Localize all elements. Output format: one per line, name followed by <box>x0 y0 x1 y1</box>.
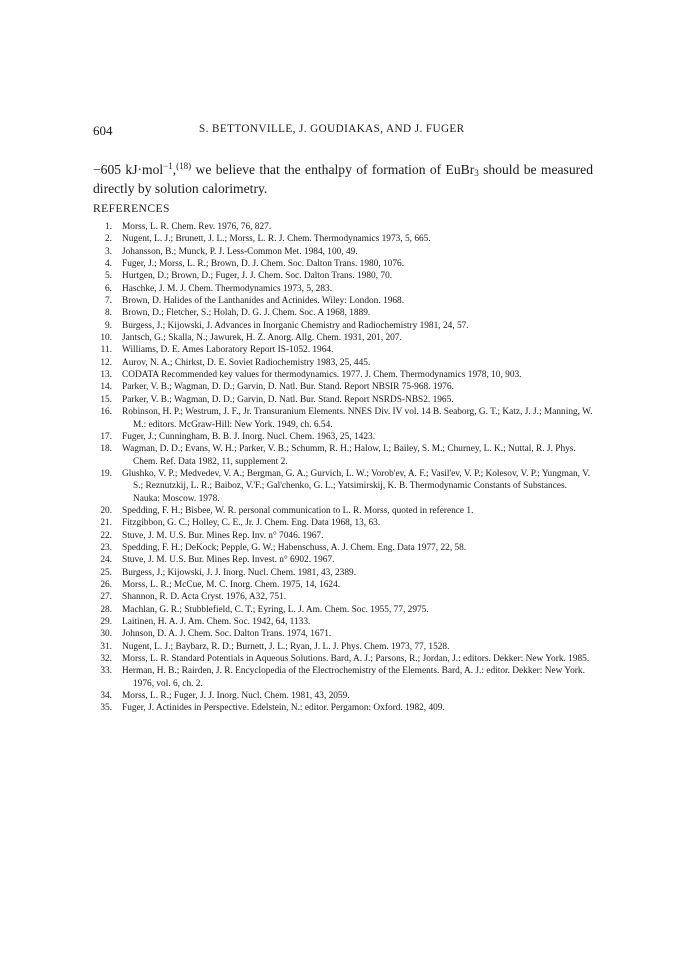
reference-text: Nugent, L. J.; Baybarz, R. D.; Burnett, J. L.; Ryan, J. L. J. Phys. Chem. 1973, 77, 1528. <box>122 641 450 652</box>
reference-number: 25. <box>100 567 112 578</box>
intro-superscript-unit: −1 <box>163 160 173 171</box>
reference-item <box>93 233 593 245</box>
reference-number: 20. <box>100 505 112 516</box>
intro-citation: (18) <box>176 160 192 171</box>
reference-item <box>93 357 593 369</box>
reference-item <box>93 406 593 431</box>
reference-item <box>93 332 593 344</box>
reference-item <box>93 604 593 616</box>
reference-number: 27. <box>100 592 112 603</box>
reference-text: Stuve, J. M. U.S. Bur. Mines Rep. Inv. n° 7046. 1967. <box>122 530 324 541</box>
reference-item <box>93 628 593 640</box>
reference-item <box>93 542 593 554</box>
intro-text-part3: we believe that the enthalpy of formation of EuBr <box>191 161 475 177</box>
reference-text: Parker, V. B.; Wagman, D. D.; Garvin, D. Natl. Bur. Stand. Report NBSIR 75-968. 1976. <box>122 382 454 393</box>
reference-text: Burgess, J.; Kijowski, J. J. Inorg. Nucl. Chem. 1981, 43, 2389. <box>122 567 357 578</box>
reference-number: 8. <box>104 308 112 319</box>
reference-text: Spedding, F. H.; DeKock; Pepple, G. W.; Habenschuss, A. J. Chem. Eng. Data 1977, 22, 58. <box>122 542 467 553</box>
reference-text: Shannon, R. D. Acta Cryst. 1976, A32, 751. <box>122 592 287 603</box>
reference-number: 21. <box>100 518 112 529</box>
reference-text: Stuve, J. M. U.S. Bur. Mines Rep. Invest. n° 6902. 1967. <box>122 555 335 566</box>
reference-number: 12. <box>100 357 112 368</box>
reference-number: 23. <box>100 542 112 553</box>
reference-number: 1. <box>104 222 112 232</box>
reference-number: 28. <box>100 604 112 615</box>
reference-item <box>93 369 593 381</box>
reference-number: 35. <box>100 703 112 714</box>
reference-text: Laitinen, H. A. J. Am. Chem. Soc. 1942, 64, 1133. <box>122 617 311 627</box>
reference-number: 18. <box>100 444 112 455</box>
reference-text: Parker, V. B.; Wagman, D. D.; Garvin, D. Natl. Bur. Stand. Report NSRDS-NBS2. 1965. <box>122 394 454 405</box>
reference-text: Morss, L. R. Standard Potentials in Aqueous Solutions. Bard, A. J.; Parsons, R.; Jordan, J.: editors. Dekker: New York. 1985. <box>122 654 590 665</box>
reference-text: Aurov, N. A.; Chirkst, D. E. Soviet Radiochemistry 1983, 25, 445. <box>122 357 371 368</box>
reference-item <box>93 690 593 702</box>
reference-item <box>93 320 593 332</box>
intro-paragraph <box>93 160 593 198</box>
intro-text-part1: −605 kJ·mol <box>93 161 164 177</box>
reference-text: Nugent, L. J.; Brunett, J. L.; Morss, L. R. J. Chem. Thermodynamics 1973, 5, 665. <box>122 234 431 245</box>
reference-text: Wagman, D. D.; Evans, W. H.; Parker, V. B.; Schumm, R. H.; Halow, I.; Bailey, S. M.; Churney, L. K.; Nuttal, R. J. Phys. Chem. Ref. Data 1982, 11, supplement 2. <box>122 444 576 467</box>
reference-number: 16. <box>100 407 112 418</box>
reference-item <box>93 641 593 653</box>
reference-number: 30. <box>100 629 112 640</box>
intro-subscript: 3 <box>474 167 479 178</box>
reference-number: 4. <box>104 259 112 270</box>
page-number: 604 <box>93 123 113 138</box>
reference-item <box>93 616 593 628</box>
reference-item <box>93 579 593 591</box>
reference-text: Haschke, J. M. J. Chem. Thermodynamics 1973, 5, 283. <box>122 283 333 294</box>
reference-item <box>93 702 593 714</box>
reference-item <box>93 295 593 307</box>
reference-text: Williams, D. E. Ames Laboratory Report IS-1052. 1964. <box>122 345 334 356</box>
reference-number: 33. <box>100 666 112 677</box>
reference-text: Morss, L. R. Chem. Rev. 1976, 76, 827. <box>122 222 272 232</box>
reference-number: 31. <box>100 641 112 652</box>
reference-number: 11. <box>100 345 112 356</box>
reference-item <box>93 665 593 690</box>
reference-number: 22. <box>100 530 112 541</box>
reference-text: Fitzgibbon, G. C.; Holley, C. E., Jr. J. Chem. Eng. Data 1968, 13, 63. <box>122 518 381 529</box>
reference-item <box>93 394 593 406</box>
reference-item <box>93 653 593 665</box>
reference-text: Morss, L. R.; Fuger, J. J. Inorg. Nucl. Chem. 1981, 43, 2059. <box>122 691 350 702</box>
reference-text: Morss, L. R.; McCue, M. C. Inorg. Chem. 1975, 14, 1624. <box>122 579 341 590</box>
reference-text: Spedding, F. H.; Bisbee, W. R. personal communication to L. R. Morss, quoted in reference 1. <box>122 505 474 516</box>
reference-number: 26. <box>100 579 112 590</box>
reference-list <box>93 221 593 715</box>
reference-number: 9. <box>104 320 112 331</box>
reference-item <box>93 246 593 258</box>
reference-item <box>93 381 593 393</box>
reference-text: Jantsch, G.; Skalla, N.; Jawurek, H. Z. Anorg. Allg. Chem. 1931, 201, 207. <box>122 333 402 344</box>
reference-text: Fuger, J.; Cunningham, B. B. J. Inorg. Nucl. Chem. 1963, 25, 1423. <box>122 431 376 442</box>
reference-item <box>93 431 593 443</box>
reference-item <box>93 517 593 529</box>
reference-number: 6. <box>104 283 112 294</box>
reference-text: Brown, D. Halides of the Lanthanides and Actinides. Wiley: London. 1968. <box>122 296 405 307</box>
reference-item <box>93 344 593 356</box>
reference-item <box>93 258 593 270</box>
intro-text-part2: , <box>172 161 177 177</box>
reference-text: CODATA Recommended key values for thermodynamics. 1977. J. Chem. Thermodynamics 1978, 10, 903. <box>122 370 522 381</box>
reference-number: 15. <box>100 394 112 405</box>
reference-item <box>93 468 593 505</box>
reference-text: Fuger, J. Actinides in Perspective. Edelstein, N.: editor. Pergamon: Oxford. 1982, 409. <box>122 703 445 714</box>
reference-text: Herman, H. B.; Rairden, J. R. Encyclopedia of the Electrochemistry of the Elements. Bard, A. J.: editor. Dekker: New York. 1976, vol. 6, ch. 2. <box>122 666 585 689</box>
reference-item <box>93 307 593 319</box>
reference-text: Johansson, B.; Munck, P. J. Less-Common Met. 1984, 100, 49. <box>122 246 358 257</box>
reference-number: 29. <box>100 617 112 627</box>
reference-number: 3. <box>104 246 112 257</box>
reference-text: Machlan, G. R.; Stubblefield, C. T.; Eyring, L. J. Am. Chem. Soc. 1955, 77, 2975. <box>122 604 429 615</box>
reference-item <box>93 530 593 542</box>
running-head: S. BETTONVILLE, J. GOUDIAKAS, AND J. FUGER <box>199 123 465 135</box>
reference-item <box>93 283 593 295</box>
reference-text: Glushko, V. P.; Medvedev, V. A.; Bergman, G. A.; Gurvich, L. W.; Vorob'ev, A. F.; Vasil'ev, V. P.; Kolesov, V. P.; Yungman, V. S.; Reznutzkij, L. R.; Baiboz, V.'F.; Gal'chenko, G. L.; Yatsimirskij, K. B. Thermodynamic Constants of Substances. Nauka: Moscow. 1978. <box>122 468 591 504</box>
reference-text: Robinson, H. P.; Westrum, J. F., Jr. Transuranium Elements. NNES Div. IV vol. 14 B. Seaborg, G. T.; Katz, J. J.; Manning, W. M.: editors. McGraw-Hill: New York. 1949, ch. 6.54. <box>122 407 593 430</box>
references-heading: REFERENCES <box>93 202 170 215</box>
reference-number: 14. <box>100 382 112 393</box>
reference-number: 19. <box>100 468 112 479</box>
reference-item <box>93 567 593 579</box>
reference-item <box>93 270 593 282</box>
reference-number: 2. <box>104 234 112 245</box>
reference-item <box>93 505 593 517</box>
reference-number: 32. <box>100 654 112 665</box>
reference-number: 13. <box>100 370 112 381</box>
reference-number: 17. <box>100 431 112 442</box>
reference-item <box>93 443 593 468</box>
reference-item <box>93 554 593 566</box>
reference-text: Hurtgen, D.; Brown, D.; Fuger, J. J. Chem. Soc. Dalton Trans. 1980, 70. <box>122 271 393 282</box>
reference-text: Brown, D.; Fletcher, S.; Holah, D. G. J. Chem. Soc. A 1968, 1889. <box>122 308 371 319</box>
reference-number: 5. <box>104 271 112 282</box>
reference-text: Burgess, J.; Kijowski, J. Advances in Inorganic Chemistry and Radiochemistry 1981, 24, 57. <box>122 320 469 331</box>
reference-number: 7. <box>104 296 112 307</box>
reference-number: 34. <box>100 691 112 702</box>
page-header <box>93 123 593 139</box>
reference-text: Fuger, J.; Morss, L. R.; Brown, D. J. Chem. Soc. Dalton Trans. 1980, 1076. <box>122 259 405 270</box>
reference-text: Johnson, D. A. J. Chem. Soc. Dalton Trans. 1974, 1671. <box>122 629 332 640</box>
intro-text-part4: should be measured directly by solution calorimetry. <box>93 161 593 196</box>
reference-item <box>93 221 593 233</box>
reference-number: 24. <box>100 555 112 566</box>
reference-item <box>93 591 593 603</box>
reference-number: 10. <box>100 333 112 344</box>
